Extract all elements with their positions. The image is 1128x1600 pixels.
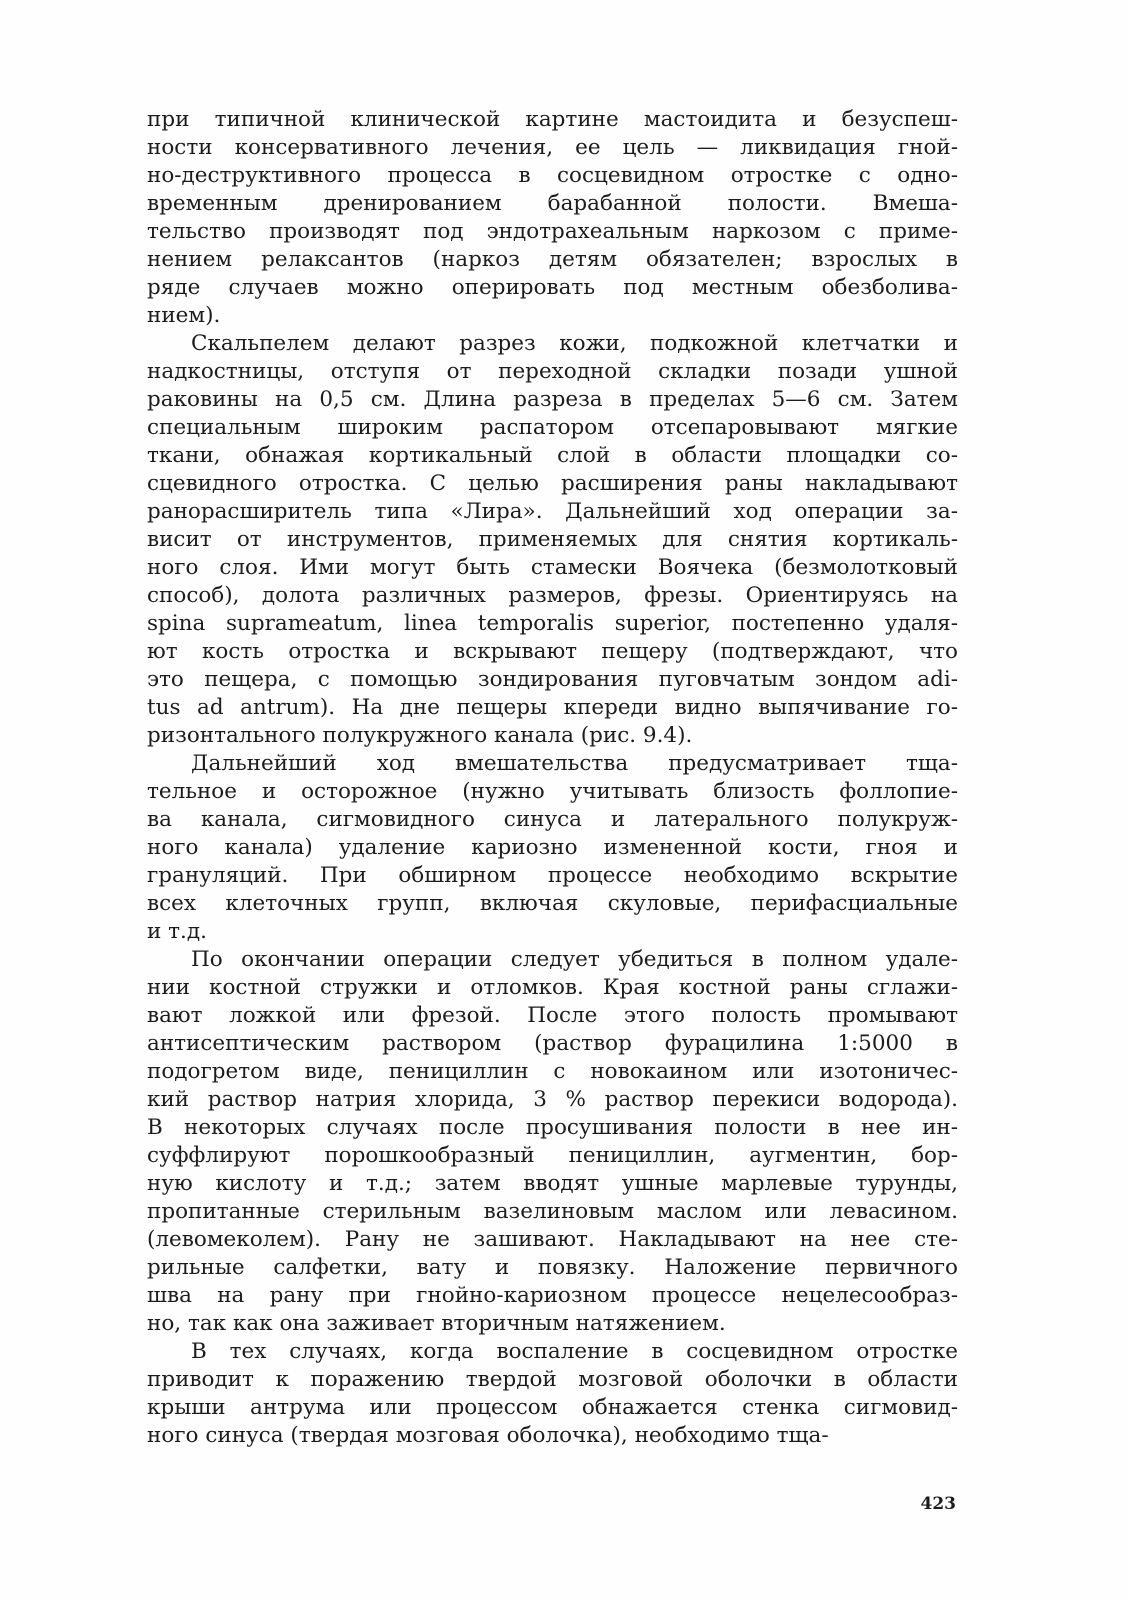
text-line: тельство производят под эндотрахеальным наркозом с приме- xyxy=(147,219,958,244)
text-line: раковины на 0,5 см. Длина разреза в пределах 5—6 см. Затем xyxy=(147,387,958,412)
text-line: но-деструктивного процесса в сосцевидном отростке с одно- xyxy=(147,163,958,188)
text-line: ва канала, сигмовидного синуса и латерального полукруж- xyxy=(147,807,958,832)
text-line: (левомеколем). Рану не зашивают. Накладывают на нее сте- xyxy=(147,1227,958,1252)
text-line: ного канала) удаление кариозно измененной кости, гноя и xyxy=(147,835,958,860)
text-line: ности консервативного лечения, ее цель — ликвидация гной- xyxy=(147,135,958,160)
text-line: пропитанные стерильным вазелиновым маслом или левасином. xyxy=(147,1199,958,1224)
text-line: По окончании операции следует убедиться в полном удале- xyxy=(191,947,958,972)
text-line: крыши антрума или процессом обнажается стенка сигмовид- xyxy=(147,1395,958,1420)
text-line: надкостницы, отступя от переходной складки позади ушной xyxy=(147,359,958,384)
text-line: временным дренированием барабанной полости. Вмеша- xyxy=(147,191,958,216)
text-line: ткани, обнажая кортикальный слой в области площадки со- xyxy=(147,443,958,468)
text-line: тельное и осторожное (нужно учитывать близость фоллопие- xyxy=(147,779,958,804)
text-line: суффлируют порошкообразный пенициллин, аугментин, бор- xyxy=(147,1143,958,1168)
text-line: всех клеточных групп, включая скуловые, перифасциальные xyxy=(147,891,958,916)
text-line: и т.д. xyxy=(147,919,207,944)
paragraph xyxy=(147,946,958,1338)
text-line: ряде случаев можно оперировать под местным обезболива- xyxy=(147,275,958,300)
text-line: Скальпелем делают разрез кожи, подкожной клетчатки и xyxy=(191,331,958,356)
text-line: приводит к поражению твердой мозговой оболочки в области xyxy=(147,1367,958,1392)
text-line: шва на рану при гнойно-кариозном процессе нецелесообраз- xyxy=(147,1283,958,1308)
text-line: это пещера, с помощью зондирования пуговчатым зондом adi- xyxy=(147,667,958,692)
text-line: при типичной клинической картине мастоидита и безуспеш- xyxy=(147,107,958,132)
text-line: сцевидного отростка. С целью расширения раны накладывают xyxy=(147,471,958,496)
text-line: ризонтального полукружного канала (рис. 9.4). xyxy=(147,723,693,748)
text-line: вают ложкой или фрезой. После этого полость промывают xyxy=(147,1003,958,1028)
text-line: антисептическим раствором (раствор фурацилина 1:5000 в xyxy=(147,1031,958,1056)
text-line: кий раствор натрия хлорида, 3 % раствор перекиси водорода). xyxy=(147,1087,958,1112)
text-line: грануляций. При обширном процессе необходимо вскрытие xyxy=(147,863,958,888)
text-line: В тех случаях, когда воспаление в сосцевидном отростке xyxy=(191,1339,958,1364)
text-line: Дальнейший ход вмешательства предусматривает тща- xyxy=(191,751,958,776)
text-line: подогретом виде, пенициллин с новокаином или изотоничес- xyxy=(147,1059,958,1084)
text-line: ного слоя. Ими могут быть стамески Воячека (безмолотковый xyxy=(147,555,958,580)
text-line: ную кислоту и т.д.; затем вводят ушные марлевые турунды, xyxy=(147,1171,958,1196)
text-line: нием). xyxy=(147,303,221,328)
body-text xyxy=(147,106,958,1450)
text-line: способ), долота различных размеров, фрезы. Ориентируясь на xyxy=(147,583,958,608)
paragraph xyxy=(147,1338,958,1450)
paragraph xyxy=(147,750,958,946)
text-line: spina suprameatum, linea temporalis superior, постепенно удаля- xyxy=(147,611,958,636)
page-number: 423 xyxy=(920,1494,956,1514)
text-line: специальным широким распатором отсепаровывают мягкие xyxy=(147,415,958,440)
text-line: ют кость отростка и вскрывают пещеру (подтверждают, что xyxy=(147,639,958,664)
text-line: висит от инструментов, применяемых для снятия кортикаль- xyxy=(147,527,958,552)
text-line: В некоторых случаях после просушивания полости в нее ин- xyxy=(147,1115,958,1140)
text-line: tus ad antrum). На дне пещеры кпереди видно выпячивание го- xyxy=(147,695,958,720)
text-line: нением релаксантов (наркоз детям обязателен; взрослых в xyxy=(147,247,958,272)
text-line: нии костной стружки и отломков. Края костной раны сглажи- xyxy=(147,975,958,1000)
paragraph xyxy=(147,106,958,330)
text-line: рильные салфетки, вату и повязку. Наложение первичного xyxy=(147,1255,958,1280)
text-line: ранорасширитель типа «Лира». Дальнейший ход операции за- xyxy=(147,499,958,524)
paragraph xyxy=(147,330,958,750)
text-line: ного синуса (твердая мозговая оболочка), необходимо тща- xyxy=(147,1423,829,1448)
text-line: но, так как она заживает вторичным натяжением. xyxy=(147,1311,726,1336)
